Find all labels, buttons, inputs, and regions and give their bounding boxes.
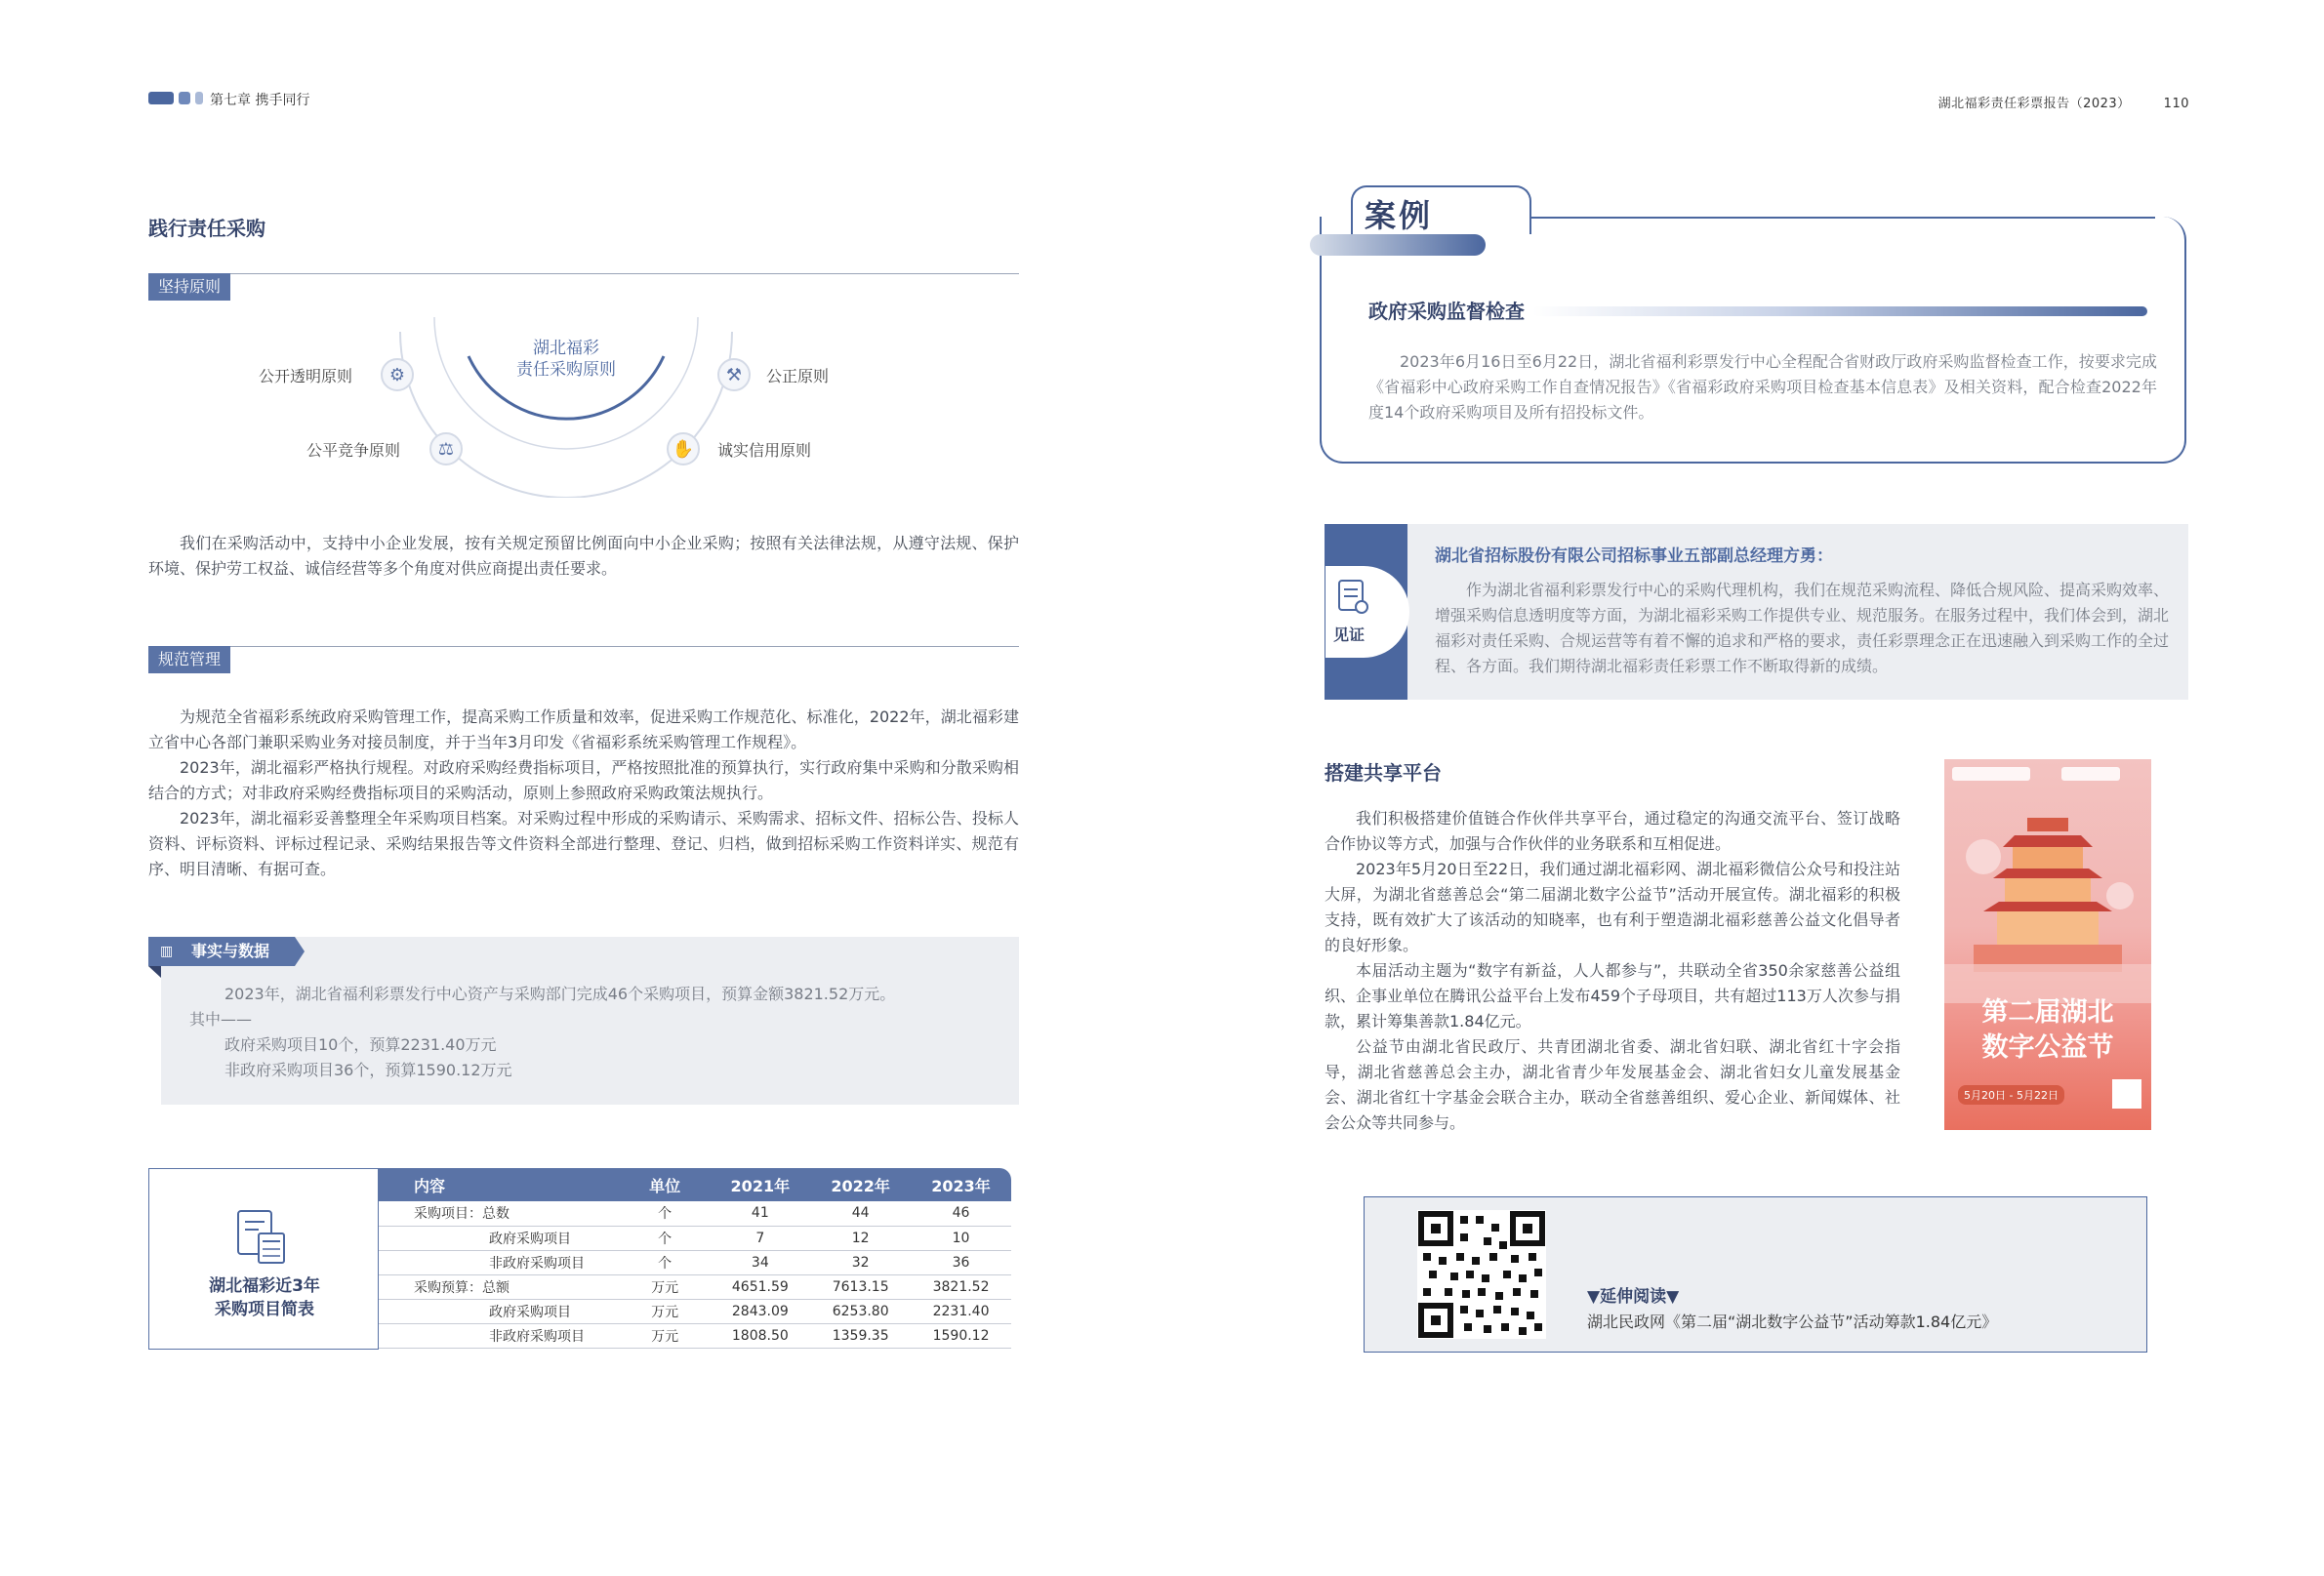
table-caption-line1: 湖北福彩近3年	[209, 1276, 320, 1296]
witness-text: 作为湖北省福利彩票发行中心的采购代理机构，我们在规范采购流程、降低合规风险、提高采购效率、增强采购信息透明度等方面，为湖北福彩采购工作提供专业、规范服务。在服务过程中，我们体会到，湖北福彩对责任采购、合规运营等有着不懈的追求和严格的要求，责任彩票理念正在迅速融入到采购工作的全过程、各方面。我们期待湖北福彩责任彩票工作不断取得新的成绩。	[1435, 581, 2170, 675]
chapter-label: 第七章 携手同行	[210, 93, 310, 108]
table-caption-line2: 采购项目简表	[215, 1300, 314, 1319]
section-title-platform: 搭建共享平台	[1325, 761, 1442, 785]
table-cell-item: 采购预算：总额	[379, 1274, 620, 1299]
table-cell-2023: 1590.12	[911, 1323, 1011, 1348]
poster-date: 5月20日 - 5月22日	[1958, 1085, 2064, 1105]
poster-title-line1: 第二届湖北	[1981, 997, 2114, 1028]
document-icon	[1335, 578, 1372, 617]
divider	[148, 646, 1019, 647]
witness-speaker: 湖北省招标股份有限公司招标事业五部副总经理方勇：	[1435, 546, 1833, 566]
table-header-row	[379, 1168, 1011, 1201]
platform-p4: 公益节由湖北省民政厅、共青团湖北省委、湖北省妇联、湖北省红十字会指导，湖北省慈善总会主办，湖北省青少年发展基金会、湖北省妇女儿童发展基金会、湖北省红十字基金会联合主办，联动全省慈善组织、爱心企业、新闻媒体、社会公众等共同参与。	[1325, 1037, 1900, 1132]
principles-center-line2: 责任采购原则	[516, 360, 616, 380]
table-cell-2021: 1808.50	[710, 1323, 810, 1348]
chart-icon: ▥	[160, 944, 174, 959]
management-p1: 为规范全省福彩系统政府采购管理工作，提高采购工作质量和效率，促进采购工作规范化、标准化，2022年，湖北福彩建立省中心各部门兼职采购业务对接员制度，并于当年3月印发《省福彩系统采购管理工作规程》。	[148, 707, 1019, 751]
report-title: 湖北福彩责任彩票报告（2023）	[1937, 97, 2131, 111]
table-cell-2023: 46	[911, 1201, 1011, 1226]
principle-integrity-label: 诚实信用原则	[717, 441, 812, 460]
table-cell-2022: 12	[810, 1226, 911, 1250]
tag-management: 规范管理	[148, 646, 230, 673]
facts-text	[189, 982, 1009, 1083]
principles-text: 我们在采购活动中，支持中小企业发展，按有关规定预留比例面向中小企业采购；按照有关法律法规，从遵守法规、保护环境、保护劳工权益、诚信经营等多个角度对供应商提出责任要求。	[148, 534, 1019, 578]
table-cell-item: 非政府采购项目	[379, 1323, 620, 1348]
report-header	[1938, 93, 2189, 111]
th-2021: 2021年	[730, 1176, 791, 1195]
table-cell-item: 非政府采购项目	[379, 1250, 620, 1274]
th-2023: 2023年	[931, 1176, 991, 1195]
table-row	[379, 1226, 1011, 1250]
facts-line1: 2023年，湖北省福利彩票发行中心资产与采购部门完成46个采购项目，预算金额3821.52万元。	[224, 985, 896, 1003]
witness-badge-label: 见证	[1333, 626, 1366, 644]
charity-festival-poster	[1944, 759, 2151, 1130]
table-row	[379, 1299, 1011, 1323]
principles-paragraph	[148, 531, 1019, 582]
management-p2: 2023年，湖北福彩严格执行规程。对政府采购经费指标项目，严格按照批准的预算执行，实行政府集中采购和分散采购相结合的方式；对非政府采购经费指标项目的采购活动，原则上参照政府采购政策法规执行。	[148, 758, 1019, 802]
table-cell-2022: 7613.15	[810, 1274, 911, 1299]
table-cell-unit: 个	[620, 1250, 711, 1274]
th-content: 内容	[414, 1176, 446, 1195]
poster-qr-icon	[2112, 1079, 2141, 1109]
table-cell-2021: 2843.09	[710, 1299, 810, 1323]
table-cell-2023: 2231.40	[911, 1299, 1011, 1323]
table-cell-unit: 万元	[620, 1299, 711, 1323]
case-title-bar	[1532, 306, 2147, 316]
section-title-procurement: 践行责任采购	[148, 217, 265, 240]
case-text-block	[1368, 349, 2157, 425]
document-calculator-icon	[233, 1206, 292, 1267]
table-caption	[149, 1274, 380, 1321]
handshake-icon: ✋	[667, 432, 700, 465]
facts-tab: 事实与数据	[191, 942, 270, 960]
table-cell-2023: 3821.52	[911, 1274, 1011, 1299]
table-row	[379, 1250, 1011, 1274]
case-frame-top	[1530, 217, 2155, 219]
witness-text-block	[1435, 578, 2169, 679]
case-title: 政府采购监督检查	[1368, 300, 1525, 323]
table-cell-unit: 个	[620, 1226, 711, 1250]
gavel-icon: ⚒	[717, 358, 751, 391]
table-cell-2021: 7	[710, 1226, 810, 1250]
table-row	[379, 1274, 1011, 1299]
th-2022: 2022年	[831, 1176, 890, 1195]
poster-artwork	[1944, 759, 2151, 1130]
table-cell-2022: 32	[810, 1250, 911, 1274]
principle-competition-label: 公平竞争原则	[306, 441, 401, 460]
table-caption-box	[148, 1168, 379, 1350]
principles-center-line1: 湖北福彩	[533, 339, 599, 358]
table-cell-2022: 1359.35	[810, 1323, 911, 1348]
table-row	[379, 1323, 1011, 1348]
platform-p1: 我们积极搭建价值链合作伙伴共享平台，通过稳定的沟通交流平台、签订战略合作协议等方式，加强与合作伙伴的业务联系和互相促进。	[1325, 809, 1900, 853]
principle-transparent-label: 公开透明原则	[259, 367, 353, 385]
case-label-underline	[1310, 234, 1486, 256]
table-cell-2021: 4651.59	[710, 1274, 810, 1299]
divider	[148, 273, 1019, 274]
scale-icon: ⚖	[429, 432, 463, 465]
table-cell-2021: 41	[710, 1201, 810, 1226]
principle-fair-label: 公正原则	[766, 367, 830, 385]
th-unit: 单位	[649, 1176, 681, 1195]
table-cell-2022: 44	[810, 1201, 911, 1226]
tag-principles: 坚持原则	[148, 273, 230, 301]
poster-title	[1944, 995, 2151, 1066]
table-cell-2023: 10	[911, 1226, 1011, 1250]
table-cell-2022: 6253.80	[810, 1299, 911, 1323]
gear-icon: ⚙	[381, 358, 414, 391]
procurement-table	[379, 1168, 1011, 1349]
principles-arc	[381, 283, 752, 498]
principles-center	[469, 338, 664, 381]
table-cell-unit: 个	[620, 1201, 711, 1226]
facts-line4: 非政府采购项目36个，预算1590.12万元	[224, 1061, 512, 1079]
further-reading-label: ▼延伸阅读▼	[1587, 1287, 1680, 1307]
table-cell-item: 政府采购项目	[379, 1299, 620, 1323]
table-cell-unit: 万元	[620, 1323, 711, 1348]
table-cell-2021: 34	[710, 1250, 810, 1274]
platform-p2: 2023年5月20日至22日，我们通过湖北福彩网、湖北福彩微信公众号和投注站大屏，为湖北省慈善总会“第二届湖北数字公益节”活动开展宣传。湖北福彩的积极支持，既有效扩大了该活动的知晓率，也有利于塑造湖北福彩慈善公益文化倡导者的良好形象。	[1325, 860, 1900, 954]
further-reading-link[interactable]: 湖北民政网《第二届“湖北数字公益节”活动筹款1.84亿元》	[1587, 1313, 1998, 1331]
page-number: 110	[2163, 97, 2189, 111]
header-marks	[148, 92, 203, 104]
platform-p3: 本届活动主题为“数字有新益，人人都参与”，共联动全省350余家慈善公益组织、企事业单位在腾讯公益平台上发布459个子母项目，共有超过113万人次参与捐款，累计筹集善款1.84亿元。	[1325, 961, 1900, 1030]
facts-line3: 政府采购项目10个，预算2231.40万元	[224, 1035, 497, 1054]
qr-code-icon[interactable]	[1417, 1210, 1546, 1339]
management-paragraphs	[148, 705, 1019, 882]
management-p3: 2023年，湖北福彩妥善整理全年采购项目档案。对采购过程中形成的采购请示、采购需求、招标文件、招标公告、投标人资料、评标资料、评标过程记录、采购结果报告等文件资料全部进行整理、登记、归档，做到招标采购工作资料详实、规范有序、明目清晰、有据可查。	[148, 809, 1019, 878]
facts-line2: 其中——	[189, 1010, 253, 1029]
table-row	[379, 1201, 1011, 1226]
table-cell-item: 政府采购项目	[379, 1226, 620, 1250]
table-cell-item: 采购项目：总数	[379, 1201, 620, 1226]
case-text: 2023年6月16日至6月22日，湖北省福利彩票发行中心全程配合省财政厅政府采购监督检查工作，按要求完成《省福彩中心政府采购工作自查情况报告》《省福彩政府采购项目检查基本信息表》及相关资料，配合检查2022年度14个政府采购项目及所有招投标文件。	[1368, 352, 2157, 422]
table-cell-2023: 36	[911, 1250, 1011, 1274]
table-cell-unit: 万元	[620, 1274, 711, 1299]
case-label: 案例	[1365, 197, 1434, 234]
platform-paragraphs	[1325, 806, 1900, 1136]
poster-title-line2: 数字公益节	[1981, 1032, 2114, 1063]
